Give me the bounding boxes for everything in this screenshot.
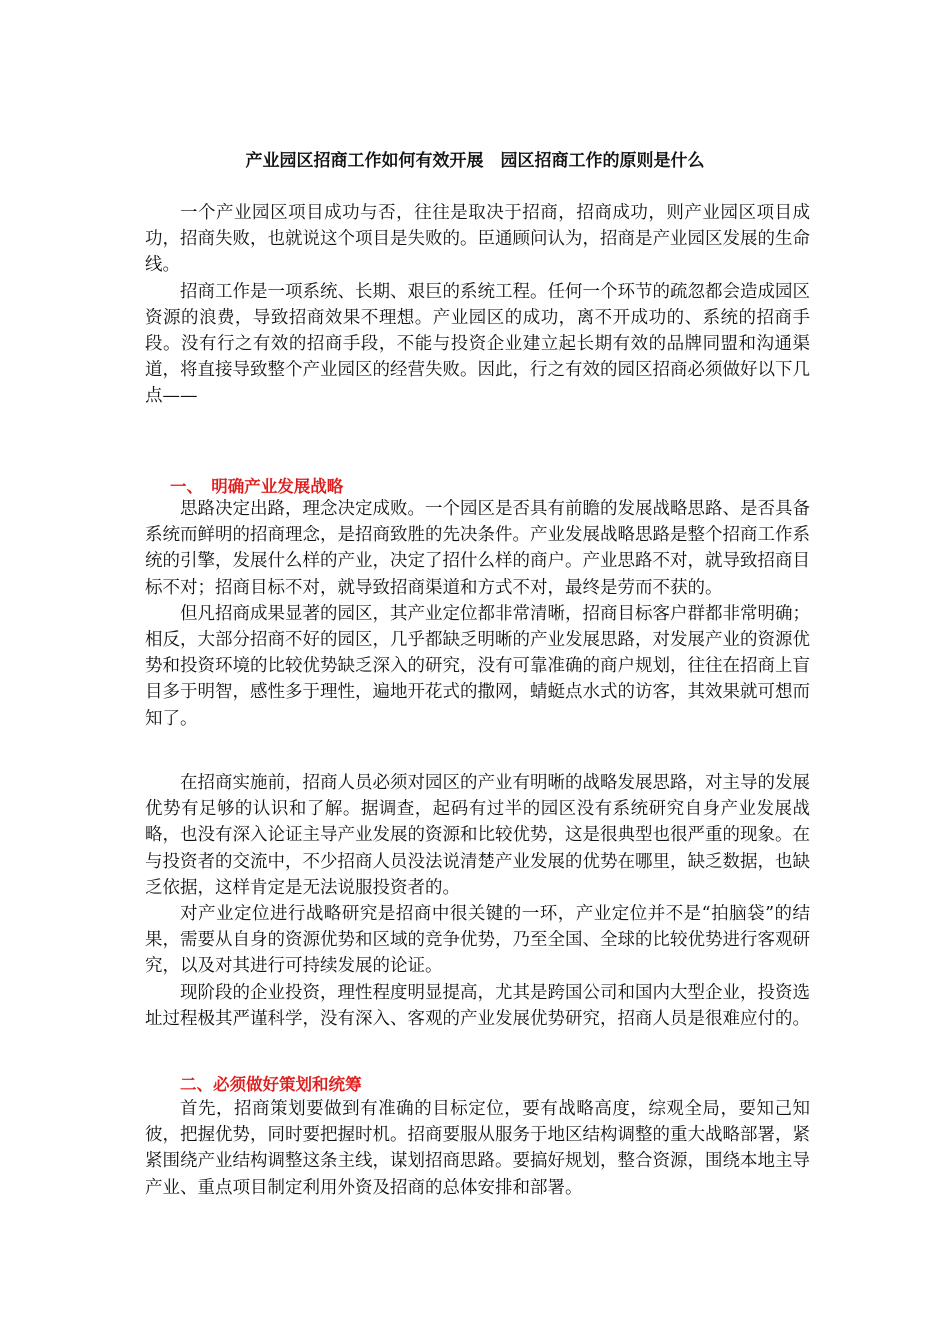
- paragraph: 在招商实施前，招商人员必须对园区的产业有明晰的战略发展思路，对主导的发展优势有足够的认识和了解。据调查，起码有过半的园区没有系统研究自身产业发展战略，也没有深入论证主导产业发展的资源和比较优势，这是很典型也很严重的现象。在与投资者的交流中，不少招商人员没法说清楚产业发展的优势在哪里，缺乏数据，也缺乏依据，这样肯定是无法说服投资者的。: [145, 773, 810, 898]
- paragraph: 思路决定出路，理念决定成败。一个园区是否具有前瞻的发展战略思路、是否具备系统而鲜明的招商理念，是招商致胜的先决条件。产业发展战略思路是整个招商工作系统的引擎，发展什么样的产业，决定了招什么样的商户。产业思路不对，就导致招商目标不对；招商目标不对，就导致招商渠道和方式不对，最终是劳而不获的。: [145, 499, 810, 598]
- section-1-body: [145, 496, 810, 732]
- intro-section: [145, 200, 810, 410]
- section-2-body: [145, 1096, 810, 1201]
- paragraph: 对产业定位进行战略研究是招商中很关键的一环，产业定位并不是“拍脑袋”的结果，需要从自身的资源优势和区域的竞争优势，乃至全国、全球的比较优势进行客观研究，以及对其进行可持续发展的论证。: [145, 904, 810, 977]
- paragraph: 现阶段的企业投资，理性程度明显提高，尤其是跨国公司和国内大型企业，投资选址过程极其严谨科学，没有深入、客观的产业发展优势研究，招商人员是很难应付的。: [145, 982, 810, 1029]
- section-heading: 二、必须做好策划和统筹: [180, 1075, 362, 1094]
- document-title: 产业园区招商工作如何有效开展 园区招商工作的原则是什么: [245, 151, 705, 171]
- paragraph: 但凡招商成果显著的园区，其产业定位都非常清晰，招商目标客户群都非常明确；相反，大部分招商不好的园区，几乎都缺乏明晰的产业发展思路，对发展产业的资源优势和投资环境的比较优势缺乏深入的研究，没有可靠准确的商户规划，往往在招商上盲目多于明智，感性多于理性，遍地开花式的撒网，蜻蜓点水式的访客，其效果就可想而知了。: [145, 603, 810, 729]
- paragraph: 一个产业园区项目成功与否，往往是取决于招商，招商成功，则产业园区项目成功，招商失败，也就说这个项目是失败的。臣通顾问认为，招商是产业园区发展的生命线。: [145, 203, 810, 276]
- section-1-body-continued: [145, 770, 810, 1032]
- paragraph: 招商工作是一项系统、长期、艰巨的系统工程。任何一个环节的疏忽都会造成园区资源的浪费，导致招商效果不理想。产业园区的成功，离不开成功的、系统的招商手段。没有行之有效的招商手段，不能与投资企业建立起长期有效的品牌同盟和沟通渠道，将直接导致整个产业园区的经营失败。因此，行之有效的园区招商必须做好以下几点——: [145, 281, 810, 407]
- paragraph: 首先，招商策划要做到有准确的目标定位，要有战略高度，综观全局，要知己知彼，把握优势，同时要把握时机。招商要服从服务于地区结构调整的重大战略部署，紧紧围绕产业结构调整这条主线，谋划招商思路。要搞好规划，整合资源，围绕本地主导产业、重点项目制定利用外资及招商的总体安排和部署。: [145, 1099, 810, 1198]
- section-heading: 一、 明确产业发展战略: [170, 477, 344, 496]
